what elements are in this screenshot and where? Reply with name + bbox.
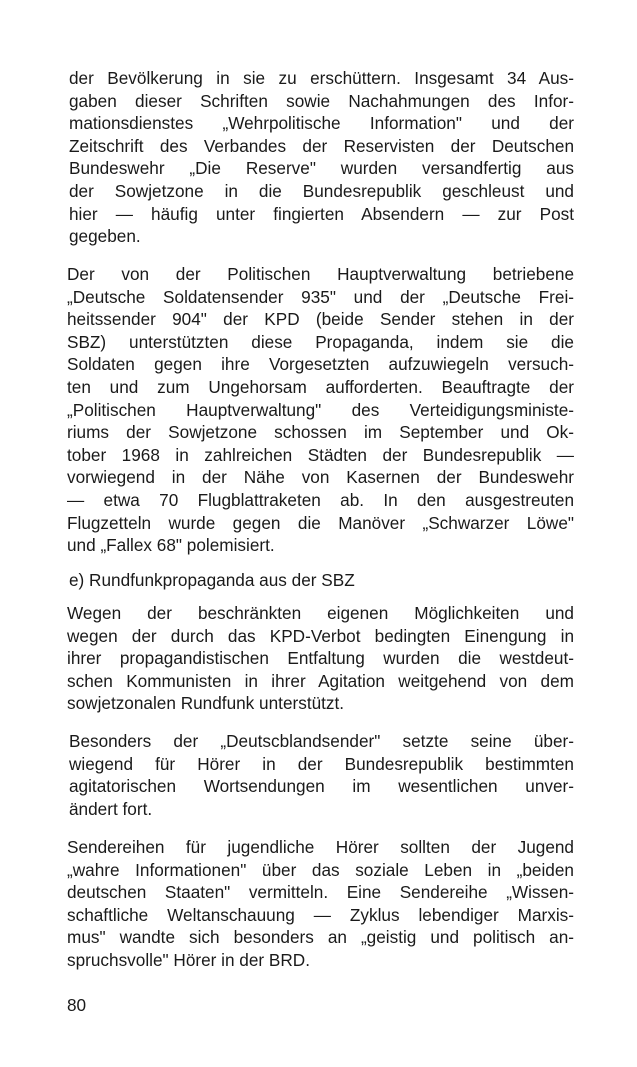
text-line: agitatorischen Wortsendungen im wesentlichen unver- <box>69 776 574 797</box>
text-line: spruchsvolle" Hörer in der BRD. <box>67 949 310 970</box>
text-line: Flugzetteln wurde gegen die Manöver „Schwarzer Löwe" <box>67 512 574 533</box>
text-line: Der von der Politischen Hauptverwaltung betriebene <box>67 264 574 284</box>
text-line: tober 1968 in zahlreichen Städten der Bundesrepublik — <box>67 444 574 465</box>
paragraph-sendereihen <box>67 836 574 972</box>
paragraph-soldatensender <box>67 263 574 557</box>
text-line: deutschen Staaten" vermitteln. Eine Sendereihe „Wissen- <box>67 882 574 903</box>
text-line: ihrer propagandistischen Entfaltung wurden die westdeut- <box>67 648 574 669</box>
page-number: 80 <box>67 995 87 1015</box>
text-line: vorwiegend in der Nähe von Kasernen der Bundeswehr <box>67 467 574 488</box>
text-line: ten und zum Ungehorsam aufforderten. Beauftragte der <box>67 376 574 397</box>
text-line: gegeben. <box>69 226 141 247</box>
text-line: wegen der durch das KPD-Verbot bedingten Einengung in <box>67 625 574 646</box>
text-line: sowjetzonalen Rundfunk unterstützt. <box>67 693 345 714</box>
paragraph-distribution <box>69 67 574 248</box>
text-line: mus" wandte sich besonders an „geistig und politisch an- <box>67 927 574 948</box>
text-line: — etwa 70 Flugblattraketen ab. In den ausgestreuten <box>67 489 574 510</box>
text-line: heitssender 904" der KPD (beide Sender stehen in der <box>67 309 574 330</box>
text-line: SBZ) unterstützten diese Propaganda, indem sie die <box>67 331 574 352</box>
text-line: und „Fallex 68" polemisiert. <box>67 535 275 556</box>
text-line: mationsdienstes „Wehrpolitische Information" und der <box>69 113 574 134</box>
text-line: wiegend für Hörer in der Bundesrepublik bestimmten <box>69 753 574 774</box>
text-line: der Sowjetzone in die Bundesrepublik geschleust und <box>69 180 574 201</box>
paragraph-deutschlandsender <box>69 730 574 820</box>
text-line: gaben dieser Schriften sowie Nachahmungen des Infor- <box>69 90 574 111</box>
text-line: der Bevölkerung in sie zu erschüttern. Insgesamt 34 Aus- <box>69 68 574 88</box>
text-line: hier — häufig unter fingierten Absendern — zur Post <box>69 203 574 224</box>
text-line: Wegen der beschränkten eigenen Möglichkeiten und <box>67 603 574 623</box>
text-line: Sendereihen für jugendliche Hörer sollten der Jugend <box>67 837 574 857</box>
text-line: riums der Sowjetzone schossen im September und Ok- <box>67 422 574 443</box>
text-line: schen Kommunisten in ihrer Agitation weitgehend von dem <box>67 670 574 691</box>
text-line: „Deutsche Soldatensender 935" und der „Deutsche Frei- <box>67 286 574 307</box>
text-line: Soldaten gegen ihre Vorgesetzten aufzuwiegeln versuch- <box>67 354 574 375</box>
text-line: Bundeswehr „Die Reserve" wurden versandfertig aus <box>69 158 574 179</box>
paragraph-kpd-verbot <box>67 602 574 715</box>
text-line: Besonders der „Deutscblandsender" setzte seine über- <box>69 731 574 751</box>
section-heading: e) Rundfunkpropaganda aus der SBZ <box>69 570 355 590</box>
text-line: schaftliche Weltanschauung — Zyklus lebendiger Marxis- <box>67 904 574 925</box>
text-line: Zeitschrift des Verbandes der Reservisten der Deutschen <box>69 135 574 156</box>
text-line: „wahre Informationen" über das soziale Leben in „beiden <box>67 859 574 880</box>
text-line: „Politischen Hauptverwaltung" des Verteidigungsministe- <box>67 399 574 420</box>
text-line: ändert fort. <box>69 798 153 819</box>
